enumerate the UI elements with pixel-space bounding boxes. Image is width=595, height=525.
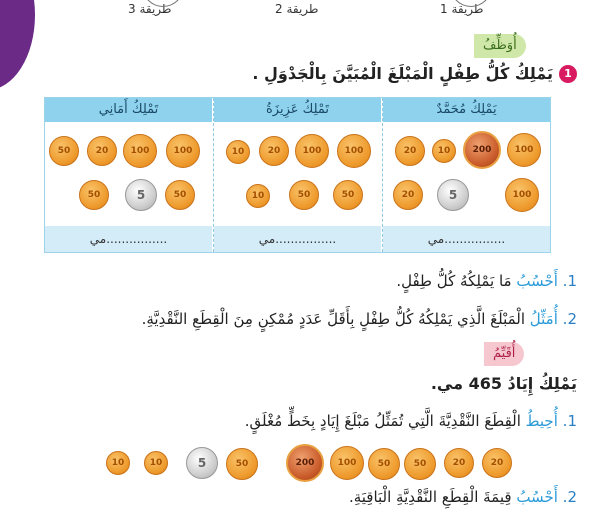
- coin-100: 100: [295, 134, 329, 168]
- coin-5: 5: [437, 179, 469, 211]
- coin-20: 20: [87, 136, 117, 166]
- coin-50[interactable]: 50: [404, 448, 436, 480]
- coin-100: 100: [337, 134, 371, 168]
- exercise1-statement: 1 يَمْلِكُ كُلُّ طِفْلٍ الْمَبْلَغَ الْمُبَيَّنَ بِالْجَدْوَلِ .: [252, 64, 577, 83]
- section-tag-apply: أُوَظِّفُ: [474, 34, 526, 58]
- coin-50: 50: [49, 136, 79, 166]
- coin-10: 10: [226, 140, 250, 164]
- coin-50[interactable]: 50: [226, 448, 258, 480]
- coin-200: 200: [463, 131, 501, 169]
- coin-10: 10: [246, 184, 270, 208]
- table-column-mohamed: [383, 98, 550, 252]
- section-tag-evaluate: أُقَيِّمُ: [484, 342, 524, 366]
- coin-10[interactable]: 10: [106, 451, 130, 475]
- column-divider: [213, 98, 215, 252]
- table-column-aziza: [214, 98, 381, 252]
- coin-100[interactable]: 100: [330, 446, 364, 480]
- coin-50: 50: [79, 180, 109, 210]
- table-column-amani: [45, 98, 212, 252]
- column-header: تَمْلِكُ عَزِيزَةُ: [214, 98, 381, 122]
- coin-200[interactable]: 200: [286, 444, 324, 482]
- coin-10: 10: [432, 139, 456, 163]
- column-header: يَمْلِكُ مُحَمَّدٌ: [383, 98, 550, 122]
- column-divider: [382, 98, 384, 252]
- coin-5[interactable]: 5: [186, 447, 218, 479]
- coin-50: 50: [165, 180, 195, 210]
- exercise-number-badge: 1: [559, 65, 577, 83]
- coin-row: [100, 442, 520, 484]
- coin-20[interactable]: 20: [482, 448, 512, 478]
- column-answer-blank: ................مي: [383, 226, 550, 252]
- coin-50: 50: [333, 180, 363, 210]
- coin-100: 100: [123, 134, 157, 168]
- coin-5: 5: [125, 179, 157, 211]
- coin-50: 50: [289, 180, 319, 210]
- money-table: [44, 97, 551, 253]
- method3-caption: طريقة 3: [128, 2, 171, 16]
- exercise2-statement: يَمْلِكُ إِيَادُ 465 مي.: [430, 374, 577, 393]
- coin-20[interactable]: 20: [444, 448, 474, 478]
- decorative-purple-shape: [0, 0, 35, 90]
- question-1-2: 2. أُمَثِّلُ الْمَبْلَغَ الَّذِي يَمْلِكُهُ كُلُّ طِفْلٍ بِأَقَلِّ عَدَدٍ مُمْكِنٍ مِنَ الْقِطَعِ النَّقْدِيَّةِ.: [141, 310, 577, 328]
- coin-20: 20: [259, 136, 289, 166]
- method2-caption: طريقة 2: [275, 2, 319, 16]
- coin-100: 100: [507, 133, 541, 167]
- question-1-1: 1. أَحْسُبُ مَا يَمْلِكُهُ كُلُّ طِفْلٍ.: [396, 272, 577, 290]
- question-2-2: 2. أَحْسُبُ قِيمَةَ الْقِطَعِ النَّقْدِيَّةِ الْبَاقِيَةِ.: [348, 488, 577, 506]
- method1-caption: طريقة 1: [440, 2, 483, 16]
- column-header: تَمْلِكُ أَمَانِي: [45, 98, 212, 122]
- question-2-1: 1. أُحِيطُ الْقِطَعَ النَّقْدِيَّةَ الَّتِي تُمَثِّلُ مَبْلَغَ إِيَادٍ بِخَطٍّ مُغْلَقٍ.: [244, 412, 577, 430]
- coin-10[interactable]: 10: [144, 451, 168, 475]
- coin-50[interactable]: 50: [368, 448, 400, 480]
- coin-20: 20: [395, 136, 425, 166]
- column-answer-blank: ................مي: [214, 226, 381, 252]
- column-answer-blank: ................مي: [45, 226, 212, 252]
- coin-20: 20: [393, 180, 423, 210]
- coin-100: 100: [166, 134, 200, 168]
- coin-100: 100: [505, 178, 539, 212]
